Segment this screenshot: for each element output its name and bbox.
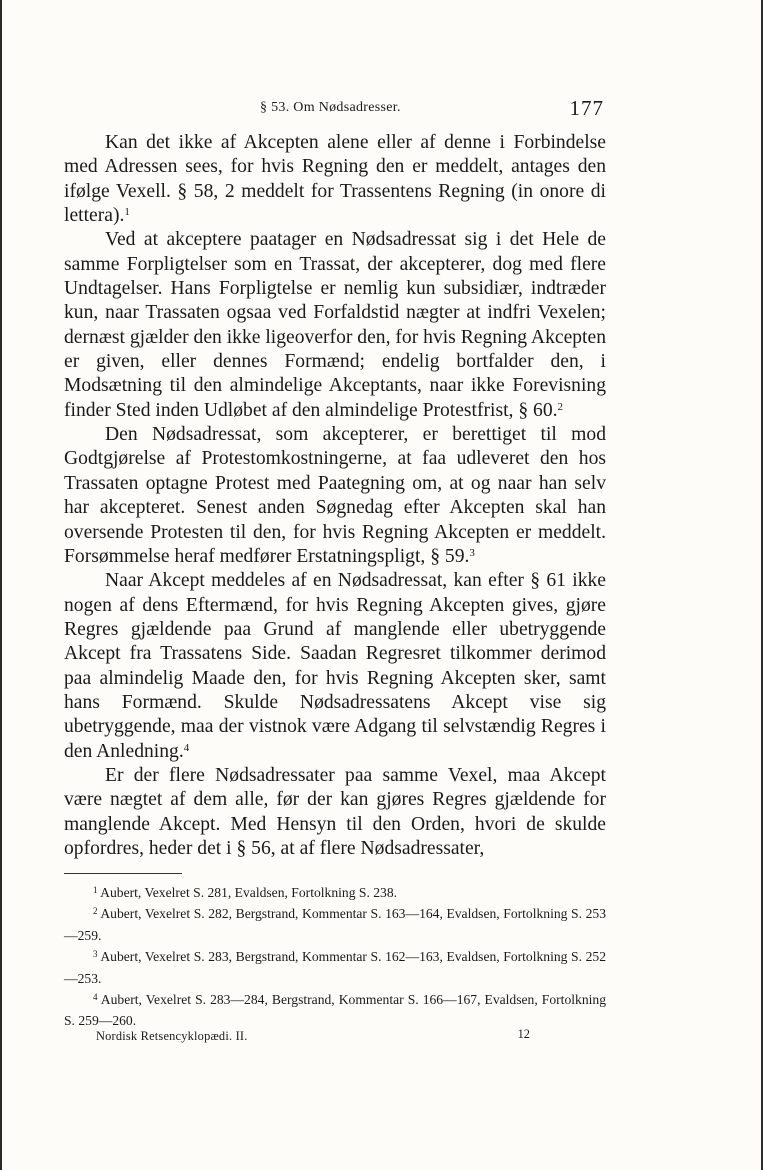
footnote-ref: 1 [124, 206, 130, 219]
footnote-marker: 2 [93, 906, 98, 917]
footnote-marker: 1 [93, 885, 98, 895]
sheet-number: 12 [517, 1027, 530, 1041]
footnote-marker: 3 [93, 949, 98, 960]
paragraph-text: Kan det ikke af Akcepten alene eller af denne i Forbindelse med Adressen sees, for hvis Regning den er meddelt, antages den ifølge Vexell. § 58, 2 meddelt for Trassentens Regning (in onore di lettera). [64, 132, 606, 227]
footnote-text: Aubert, Vexelret S. 283—284, Bergstrand, Kommentar S. 166—167, Evaldsen, Fortolkning S. 259—260. [64, 992, 606, 1029]
paragraph-4 [64, 569, 606, 764]
footnote-2 [64, 903, 606, 946]
running-header [64, 96, 606, 126]
page-number: 177 [569, 96, 604, 120]
footnote-4 [64, 989, 606, 1032]
paragraph-text: Naar Akcept meddeles af en Nødsadressat, kan efter § 61 ikke nogen af dens Eftermænd, for hvis Regning Akcepten gives, gjøre Regres gjældende paa Grund af manglende eller ubetryggende Akcept fra Trassatens Side. Saadan Regresret tilkommer derimod paa almindelig Maade den, for hvis Regning Akcepten sker, samt hans Formænd. Skulde Nødsadressatens Akcept vise sig ubetryggende, maa der vistnok være Adgang til selvstændig Regres i den Anledning. [64, 570, 606, 762]
footnote-text: Aubert, Vexelret S. 282, Bergstrand, Kommentar S. 163—164, Evaldsen, Fortolkning S. 253—259. [64, 906, 606, 943]
footnote-text: Aubert, Vexelret S. 283, Bergstrand, Kommentar S. 162—163, Evaldsen, Fortolkning S. 252—253. [64, 949, 606, 986]
footnote-ref: 3 [469, 546, 475, 559]
paragraph-text: Den Nødsadressat, som akcepterer, er berettiget til mod Godtgjørelse af Protestomkostningerne, at faa udleveret den hos Trassaten optagne Protest med Paategning om, at og naar han selv har akcepteret. Senest anden Søgnedag efter Akcepten skal han oversende Protesten til den, for hvis Regning Akcepten er meddelt. Forsømmelse heraf medfører Erstatningspligt, § 59. [64, 424, 606, 567]
paragraph-text: Ved at akceptere paatager en Nødsadressat sig i det Hele de samme Forpligtelser som en Trassat, der akcepterer, dog med flere Undtagelser. Hans Forpligtelse er nemlig kun subsidiær, indtræder kun, naar Trassaten ogsaa ved Forfaldstid nægter at indfri Vexelen; dernæst gjælder den ikke ligeoverfor den, for hvis Regning Akcepten er given, eller dennes Formænd; endelig bortfalder den, i Modsætning til den almindelige Akceptants, naar ikke Forevisning finder Sted inden Udløbet af den almindelige Protestfrist, § 60. [64, 229, 606, 421]
footnotes [64, 882, 606, 1032]
body-text [64, 131, 606, 861]
footnote-ref: 2 [557, 400, 564, 413]
footnote-ref: 4 [183, 741, 190, 754]
footnote-divider [64, 873, 182, 874]
section-title: § 53. Om Nødsadresser. [260, 100, 401, 115]
paragraph-2 [64, 228, 606, 423]
paragraph-3 [64, 423, 606, 569]
paragraph-text: Er der flere Nødsadressater paa samme Vexel, maa Akcept være nægtet af dem alle, før der kan gjøres Regres gjældende for manglende Akcept. Med Hensyn til den Orden, hvori de skulde opfordres, heder det i § 56, at af flere Nødsadressater, [64, 764, 606, 859]
printer-signature-line [96, 1029, 530, 1049]
paragraph-1 [64, 131, 606, 228]
signature-mark: Nordisk Retsencyklopædi. II. [96, 1029, 248, 1043]
footnote-1 [64, 882, 606, 903]
footnote-text: Aubert, Vexelret S. 281, Evaldsen, Fortolkning S. 238. [100, 885, 398, 900]
footnote-3 [64, 946, 606, 989]
paragraph-5 [64, 764, 606, 861]
footnote-marker: 4 [93, 992, 98, 1003]
